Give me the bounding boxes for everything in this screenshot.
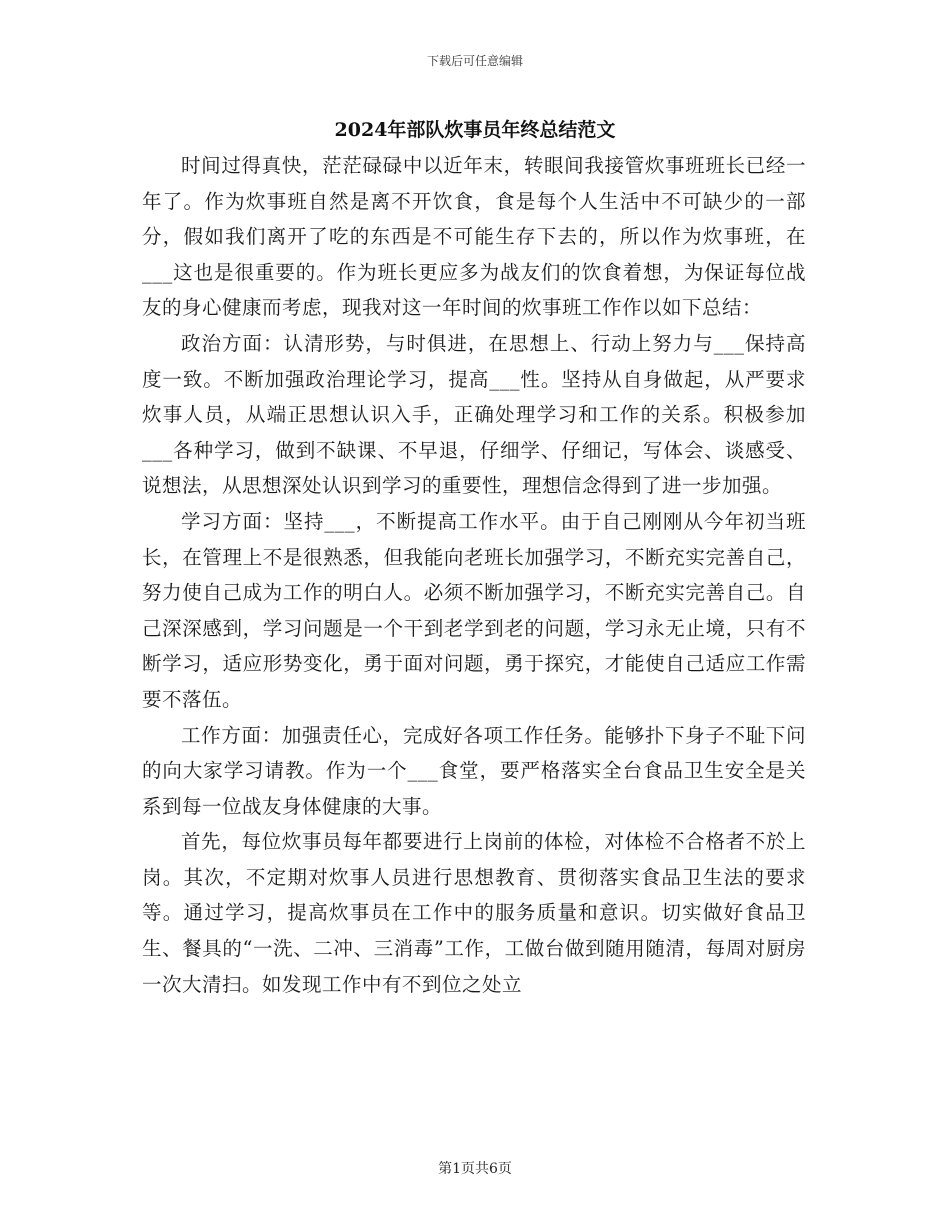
document-body — [142, 148, 806, 1002]
paragraph-work: 工作方面：加强责任心，完成好各项工作任务。能够扑下身子不耻下问的向大家学习请教。作为一个___食堂，要严格落实全台食品卫生安全是关系到每一位战友身体健康的大事。 — [142, 723, 806, 818]
paragraph-politics: 政治方面：认清形势，与时俱进，在思想上、行动上努力与___保持高度一致。不断加强政治理论学习，提高___性。坚持从自身做起，从严要求炊事人员，从端正思想认识入手，正确处理学习和工作的关系。积极参加___各种学习，做到不缺课、不早退，仔细学、仔细记，写体会、谈感受、说想法，从思想深处认识到学习的重要性，理想信念得到了进一步加强。 — [142, 331, 806, 498]
paragraph-study: 学习方面：坚持___，不断提高工作水平。由于自己刚刚从今年初当班长，在管理上不是很熟悉，但我能向老班长加强学习，不断充实完善自己，努力使自己成为工作的明白人。必须不断加强学习，不断充实完善自己。自己深深感到，学习问题是一个干到老学到老的问题，学习永无止境，只有不断学习，适应形势变化，勇于面对问题，勇于探究，才能使自己适应工作需要不落伍。 — [142, 509, 806, 711]
page-number: 第1页共6页 — [438, 1161, 512, 1177]
paragraph-hygiene: 首先，每位炊事员每年都要进行上岗前的体检，对体检不合格者不於上岗。其次，不定期对炊事人员进行思想教育、贯彻落实食品卫生法的要求等。通过学习，提高炊事员在工作中的服务质量和意识。切实做好食品卫生、餐具的“一洗、二冲、三消毒”工作，工做台做到随用随清，每周对厨房一次大清扫。如发现工作中有不到位之处立 — [142, 830, 806, 996]
paragraph-intro: 时间过得真快，茫茫碌碌中以近年末，转眼间我接管炊事班班长已经一年了。作为炊事班自然是离不开饮食，食是每个人生活中不可缺少的一部分，假如我们离开了吃的东西是不可能生存下去的，所以作为炊事班，在___这也是很重要的。作为班长更应多为战友们的饮食着想，为保证每位战友的身心健康而考虑，现我对这一年时间的炊事班工作作以如下总结： — [142, 154, 806, 320]
document-title: 2024年部队炊事员年终总结范文 — [334, 119, 616, 141]
page-header-note: 下载后可任意编辑 — [426, 54, 523, 68]
